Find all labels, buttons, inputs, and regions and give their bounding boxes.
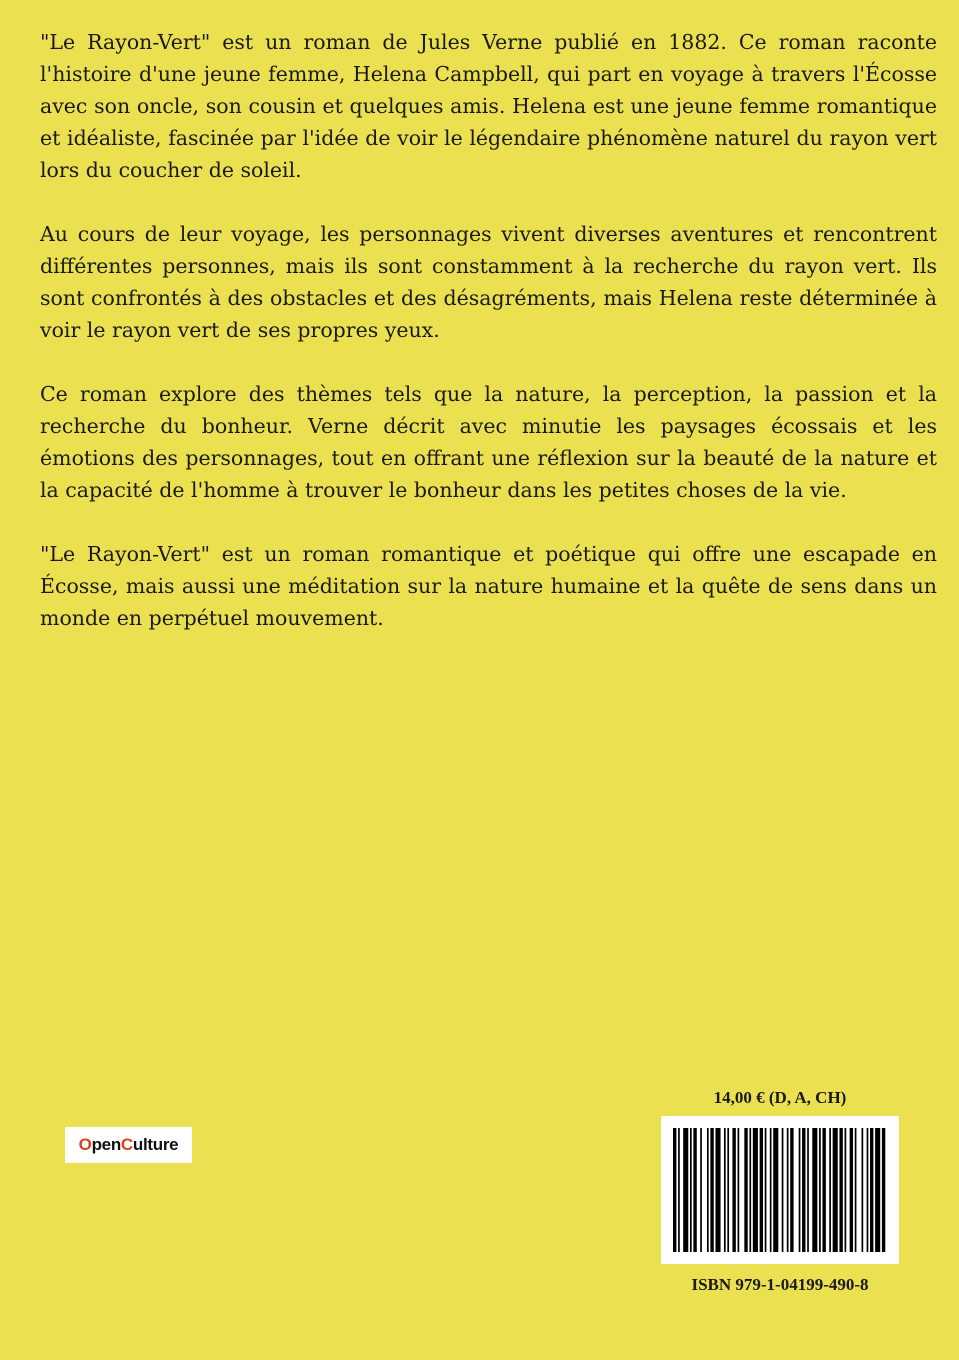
barcode-bar — [744, 1128, 747, 1252]
barcode-bar — [707, 1128, 709, 1252]
barcode-bar — [693, 1128, 696, 1252]
barcode-bar — [855, 1128, 857, 1252]
barcode-bar — [738, 1128, 740, 1252]
logo-letter-o: O — [78, 1135, 92, 1154]
barcode-bar — [870, 1128, 873, 1252]
barcode-bar — [867, 1128, 869, 1252]
barcode-bar — [715, 1128, 720, 1252]
barcode-bar — [700, 1128, 702, 1252]
barcode-bar — [773, 1128, 778, 1252]
publisher-logo — [65, 1127, 192, 1163]
barcode-bar — [770, 1128, 772, 1252]
barcode-bar — [845, 1128, 847, 1252]
logo-text-pen: pen — [91, 1135, 121, 1154]
barcode-bar — [799, 1128, 801, 1252]
barcode-bar — [727, 1128, 729, 1252]
barcode-bar — [875, 1128, 880, 1252]
barcode-bar — [724, 1128, 726, 1252]
barcode-bars — [673, 1128, 887, 1252]
barcode-bar — [749, 1128, 751, 1252]
barcode-bar — [819, 1128, 821, 1252]
barcode-bar — [822, 1128, 825, 1252]
barcode-bar — [678, 1128, 680, 1252]
logo-text-ulture: ulture — [132, 1135, 179, 1154]
barcode-bar — [839, 1128, 842, 1252]
isbn-label: ISBN 979-1-04199-490-8 — [691, 1275, 869, 1294]
barcode-bar — [882, 1128, 885, 1252]
paragraph-3: Ce roman explore des thèmes tels que la nature, la perception, la passion et la recherche du bonheur. Verne décrit avec minutie les paysages écossais et les émotions des personnages, tout en offrant une réflexion sur la beauté de la nature et la capacité de l'homme à trouver le bonheur dans les petites choses de la vie. — [40, 382, 937, 502]
barcode-bar — [683, 1128, 688, 1252]
barcode-bar — [850, 1128, 853, 1252]
barcode-bar — [760, 1128, 763, 1252]
barcode — [661, 1116, 899, 1264]
barcode-bar — [690, 1128, 692, 1252]
barcode-bar — [753, 1128, 758, 1252]
logo-letter-c: C — [120, 1135, 133, 1154]
barcode-bar — [765, 1128, 767, 1252]
barcode-bar — [782, 1128, 784, 1252]
barcode-bar — [802, 1128, 805, 1252]
barcode-bar — [862, 1128, 864, 1252]
barcode-bar — [732, 1128, 735, 1252]
barcode-bar — [790, 1128, 793, 1252]
barcode-bar — [829, 1128, 831, 1252]
paragraph-2: Au cours de leur voyage, les personnages vivent diverses aventures et rencontrent différentes personnes, mais ils sont constamment à la recherche du rayon vert. Ils sont confrontés à des obstacles et des désagréments, mais Helena reste déterminée à voir le rayon vert de ses propres yeux. — [40, 222, 937, 342]
paragraph-1: "Le Rayon-Vert" est un roman de Jules Verne publié en 1882. Ce roman raconte l'histoire d'une jeune femme, Helena Campbell, qui part en voyage à travers l'Écosse avec son oncle, son cousin et quelques amis. Helena est une jeune femme romantique et idéaliste, fascinée par l'idée de voir le légendaire phénomène naturel du rayon vert lors du coucher de soleil. — [40, 30, 937, 182]
barcode-bar — [807, 1128, 809, 1252]
paragraph-4: "Le Rayon-Vert" est un roman romantique et poétique qui offre une escapade en Écosse, mais aussi une méditation sur la nature humaine et la quête de sens dans un monde en perpétuel mouvement. — [40, 542, 937, 630]
barcode-bar — [812, 1128, 817, 1252]
barcode-bar — [710, 1128, 713, 1252]
back-cover-text — [40, 26, 937, 666]
barcode-bar — [673, 1128, 676, 1252]
price-label: 14,00 € (D, A, CH) — [713, 1088, 847, 1107]
barcode-bar — [787, 1128, 789, 1252]
barcode-bar — [833, 1128, 838, 1252]
